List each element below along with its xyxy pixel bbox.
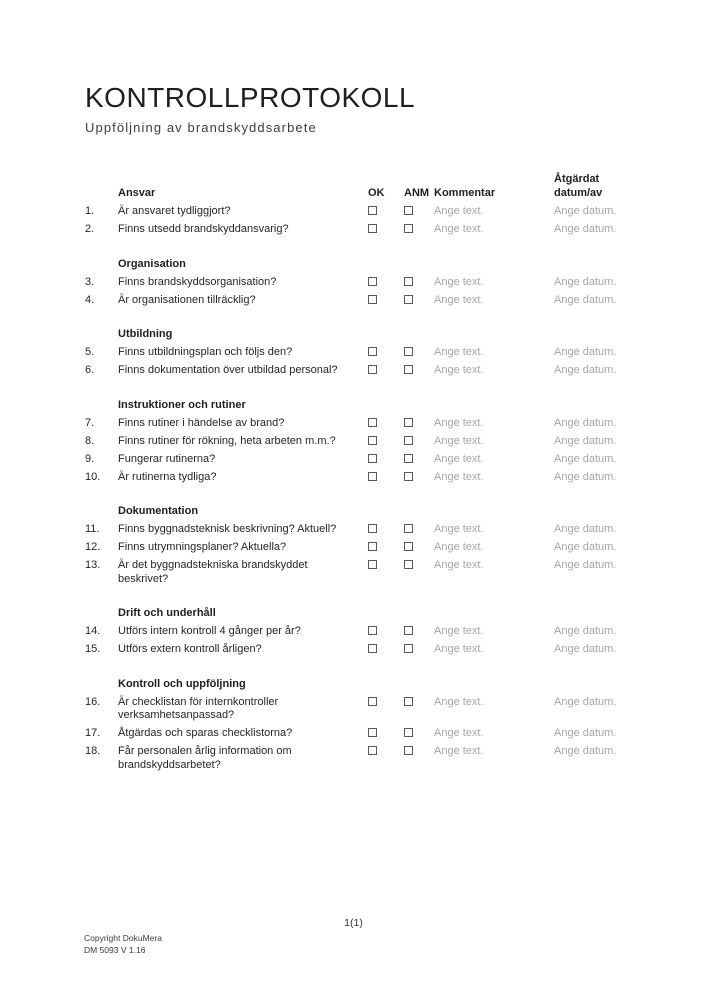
item-question: Finns rutiner i händelse av brand?: [118, 416, 285, 429]
date-field[interactable]: Ange datum.: [554, 470, 617, 483]
ok-checkbox[interactable]: [368, 728, 377, 737]
item-question: Finns dokumentation över utbildad personal?: [118, 364, 338, 376]
comment-field[interactable]: Ange text.: [434, 275, 484, 288]
anm-cell: [399, 625, 434, 635]
ok-cell: [363, 643, 399, 653]
date-field[interactable]: Ange datum.: [554, 559, 617, 571]
anm-cell: [399, 727, 434, 737]
ok-cell: [363, 223, 399, 233]
date-field[interactable]: Ange datum.: [554, 745, 617, 757]
ok-checkbox[interactable]: [368, 436, 377, 445]
ok-checkbox[interactable]: [368, 454, 377, 463]
column-header-ok: OK: [368, 186, 385, 199]
item-question: Åtgärdas och sparas checklistorna?: [118, 727, 293, 739]
checklist-row: [85, 727, 622, 741]
item-question: Finns utsedd brandskyddansvarig?: [118, 223, 289, 235]
anm-checkbox[interactable]: [404, 295, 413, 304]
checklist-row: [85, 294, 622, 308]
table-header-row: [85, 173, 622, 200]
section-header-row: [85, 258, 622, 272]
item-number: 8.: [85, 434, 95, 447]
page-title: KONTROLLPROTOKOLL: [85, 82, 416, 113]
item-number: 18.: [85, 745, 101, 757]
date-field[interactable]: Ange datum.: [554, 643, 617, 655]
section-header-row: [85, 399, 622, 413]
section-header-row: [85, 505, 622, 519]
item-number: 10.: [85, 470, 101, 483]
anm-cell: [399, 559, 434, 569]
ok-cell: [363, 625, 399, 635]
ok-cell: [363, 727, 399, 737]
date-field[interactable]: Ange datum.: [554, 364, 617, 376]
item-question: Fungerar rutinerna?: [118, 452, 216, 465]
checklist-row: [85, 435, 622, 449]
anm-cell: [399, 346, 434, 356]
anm-checkbox[interactable]: [404, 436, 413, 445]
comment-field[interactable]: Ange text.: [434, 434, 484, 447]
item-number: 14.: [85, 625, 101, 637]
ok-checkbox[interactable]: [368, 644, 377, 653]
anm-cell: [399, 223, 434, 233]
checklist-row: [85, 696, 622, 723]
ok-cell: [363, 205, 399, 215]
anm-checkbox[interactable]: [404, 472, 413, 481]
item-number: 3.: [85, 275, 95, 288]
anm-cell: [399, 745, 434, 755]
anm-checkbox[interactable]: [404, 697, 413, 706]
comment-field[interactable]: Ange text.: [434, 205, 484, 217]
anm-cell: [399, 471, 434, 481]
comment-field[interactable]: Ange text.: [434, 727, 484, 739]
ok-checkbox[interactable]: [368, 365, 377, 374]
ok-cell: [363, 745, 399, 755]
item-question: Finns utrymningsplaner? Aktuella?: [118, 541, 287, 553]
document-content: [85, 0, 622, 777]
comment-field[interactable]: Ange text.: [434, 470, 484, 483]
ok-checkbox[interactable]: [368, 524, 377, 533]
item-number: 11.: [85, 523, 100, 535]
anm-checkbox[interactable]: [404, 206, 413, 215]
anm-cell: [399, 276, 434, 286]
ok-checkbox[interactable]: [368, 347, 377, 356]
column-header-atgardat-line2: datum/av: [554, 186, 603, 199]
section-header-row: [85, 328, 622, 342]
comment-field[interactable]: Ange text.: [434, 416, 484, 429]
ok-checkbox[interactable]: [368, 626, 377, 635]
ok-checkbox[interactable]: [368, 697, 377, 706]
item-question: Utförs intern kontroll 4 gånger per år?: [118, 625, 301, 637]
anm-checkbox[interactable]: [404, 728, 413, 737]
item-number: 4.: [85, 293, 95, 306]
column-header-kommentar: Kommentar: [434, 186, 496, 199]
item-question: Utförs extern kontroll årligen?: [118, 643, 262, 655]
ok-cell: [363, 417, 399, 427]
item-number: 15.: [85, 643, 101, 655]
comment-field[interactable]: Ange text.: [434, 745, 484, 757]
comment-field[interactable]: Ange text.: [434, 695, 484, 708]
item-number: 13.: [85, 559, 101, 571]
anm-checkbox[interactable]: [404, 746, 413, 755]
date-field[interactable]: Ange datum.: [554, 727, 617, 739]
ok-cell: [363, 696, 399, 706]
date-field[interactable]: Ange datum.: [554, 523, 617, 535]
checklist-row: [85, 346, 622, 360]
checklist-row: [85, 523, 622, 537]
ok-cell: [363, 471, 399, 481]
date-field[interactable]: Ange datum.: [554, 695, 617, 708]
ok-checkbox[interactable]: [368, 746, 377, 755]
ok-cell: [363, 346, 399, 356]
comment-field[interactable]: Ange text.: [434, 452, 484, 465]
checklist-row: [85, 643, 622, 657]
checklist-row: [85, 471, 622, 485]
item-question: Får personalen årlig information om brandskyddsarbetet?: [118, 745, 292, 771]
date-field[interactable]: Ange datum.: [554, 434, 617, 447]
column-header-atgardat: [554, 173, 622, 200]
ok-checkbox[interactable]: [368, 206, 377, 215]
anm-cell: [399, 205, 434, 215]
anm-checkbox[interactable]: [404, 524, 413, 533]
anm-cell: [399, 696, 434, 706]
ok-cell: [363, 541, 399, 551]
anm-cell: [399, 541, 434, 551]
anm-checkbox[interactable]: [404, 454, 413, 463]
section-header-row: [85, 678, 622, 692]
anm-cell: [399, 417, 434, 427]
document-footer: [84, 933, 162, 956]
comment-field[interactable]: Ange text.: [434, 541, 484, 553]
item-question: Finns byggnadsteknisk beskrivning? Aktuell?: [118, 523, 337, 535]
section-title: Kontroll och uppföljning: [118, 677, 246, 690]
item-number: 16.: [85, 695, 101, 708]
section-title: Utbildning: [118, 328, 173, 340]
date-field[interactable]: Ange datum.: [554, 275, 617, 288]
anm-cell: [399, 364, 434, 374]
item-question: Är checklistan för internkontroller verksamhetsanpassad?: [118, 695, 279, 721]
anm-checkbox[interactable]: [404, 644, 413, 653]
comment-field[interactable]: Ange text.: [434, 346, 484, 358]
ok-checkbox[interactable]: [368, 560, 377, 569]
ok-cell: [363, 523, 399, 533]
checklist-row: [85, 223, 622, 237]
checklist-body: [85, 205, 622, 772]
anm-cell: [399, 453, 434, 463]
section-title: Organisation: [118, 257, 186, 270]
anm-checkbox[interactable]: [404, 626, 413, 635]
checklist-row: [85, 559, 622, 586]
section-title: Drift och underhåll: [118, 607, 216, 619]
ok-cell: [363, 364, 399, 374]
item-number: 12.: [85, 541, 101, 553]
date-field[interactable]: Ange datum.: [554, 346, 617, 358]
anm-cell: [399, 435, 434, 445]
checklist-row: [85, 205, 622, 219]
comment-field[interactable]: Ange text.: [434, 523, 484, 535]
footer-doc-id: DM 5093 V 1.16: [84, 944, 146, 955]
page-subtitle: Uppföljning av brandskyddsarbete: [85, 120, 317, 135]
item-number: 6.: [85, 364, 95, 376]
item-question: Finns brandskyddsorganisation?: [118, 275, 277, 288]
date-field[interactable]: Ange datum.: [554, 541, 617, 553]
item-number: 5.: [85, 346, 95, 358]
date-field[interactable]: Ange datum.: [554, 293, 617, 306]
item-number: 9.: [85, 452, 95, 465]
checklist-row: [85, 625, 622, 639]
anm-checkbox[interactable]: [404, 365, 413, 374]
section-title-ansvar: Ansvar: [118, 186, 156, 199]
ok-cell: [363, 276, 399, 286]
comment-field[interactable]: Ange text.: [434, 223, 484, 235]
ok-checkbox[interactable]: [368, 277, 377, 286]
item-number: 2.: [85, 223, 95, 235]
anm-checkbox[interactable]: [404, 277, 413, 286]
anm-cell: [399, 643, 434, 653]
date-field[interactable]: Ange datum.: [554, 452, 617, 465]
checklist-row: [85, 364, 622, 378]
date-field[interactable]: Ange datum.: [554, 416, 617, 429]
ok-checkbox[interactable]: [368, 224, 377, 233]
section-header-row: [85, 607, 622, 621]
comment-field[interactable]: Ange text.: [434, 643, 484, 655]
checklist-row: [85, 745, 622, 772]
anm-cell: [399, 523, 434, 533]
date-field[interactable]: Ange datum.: [554, 205, 617, 217]
ok-checkbox[interactable]: [368, 472, 377, 481]
item-question: Är ansvaret tydliggjort?: [118, 205, 231, 217]
column-header-anm: ANM: [404, 186, 430, 199]
anm-cell: [399, 294, 434, 304]
item-question: Är det byggnadstekniska brandskyddet beskrivet?: [118, 559, 308, 585]
anm-checkbox[interactable]: [404, 542, 413, 551]
checklist-row: [85, 541, 622, 555]
checklist-row: [85, 453, 622, 467]
item-number: 17.: [85, 727, 101, 739]
date-field[interactable]: Ange datum.: [554, 223, 617, 235]
date-field[interactable]: Ange datum.: [554, 625, 617, 637]
page-number: 1(1): [344, 917, 363, 929]
anm-checkbox[interactable]: [404, 347, 413, 356]
ok-checkbox[interactable]: [368, 418, 377, 427]
comment-field[interactable]: Ange text.: [434, 293, 484, 306]
anm-checkbox[interactable]: [404, 418, 413, 427]
section-title: Instruktioner och rutiner: [118, 398, 246, 411]
ok-cell: [363, 559, 399, 569]
ok-cell: [363, 294, 399, 304]
checklist-row: [85, 417, 622, 431]
item-question: Är rutinerna tydliga?: [118, 470, 217, 483]
item-question: Finns rutiner för rökning, heta arbeten m.m.?: [118, 434, 336, 447]
comment-field[interactable]: Ange text.: [434, 625, 484, 637]
comment-field[interactable]: Ange text.: [434, 559, 484, 571]
anm-checkbox[interactable]: [404, 560, 413, 569]
item-question: Finns utbildningsplan och följs den?: [118, 346, 293, 358]
comment-field[interactable]: Ange text.: [434, 364, 484, 376]
item-number: 1.: [85, 205, 95, 217]
ok-cell: [363, 435, 399, 445]
ok-cell: [363, 453, 399, 463]
ok-checkbox[interactable]: [368, 542, 377, 551]
footer-copyright: Copyright DokuMera: [84, 933, 162, 943]
anm-checkbox[interactable]: [404, 224, 413, 233]
item-question: Är organisationen tillräcklig?: [118, 293, 256, 306]
checklist-row: [85, 276, 622, 290]
column-header-atgardat-line1: Åtgärdat: [554, 173, 600, 185]
ok-checkbox[interactable]: [368, 295, 377, 304]
section-title: Dokumentation: [118, 505, 199, 517]
item-number: 7.: [85, 416, 95, 429]
